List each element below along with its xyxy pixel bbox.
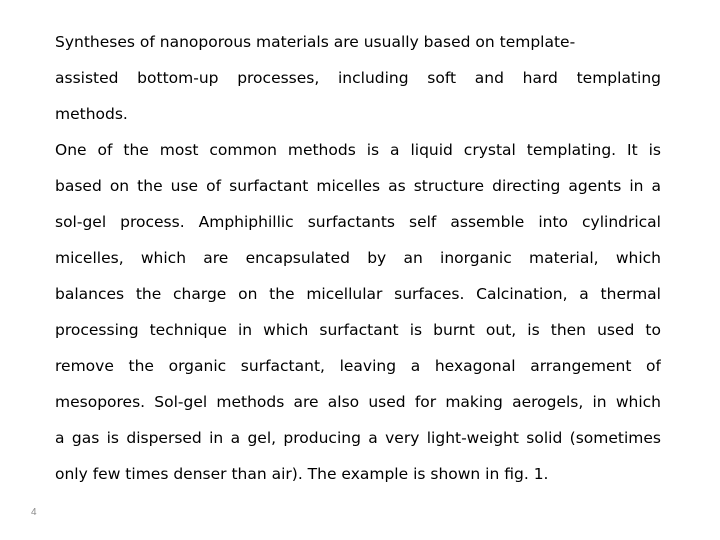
body-text xyxy=(55,24,661,492)
text-line: Syntheses of nanoporous materials are usually based on template- xyxy=(55,33,576,51)
text-line: sol-gel process. Amphiphillic surfactants self assemble into cylindrical xyxy=(55,213,661,231)
text-line: balances the charge on the micellular surfaces. Calcination, a thermal xyxy=(55,285,661,303)
text-line: only few times denser than air). The example is shown in fig. 1. xyxy=(55,465,549,483)
text-line: One of the most common methods is a liquid crystal templating. It is xyxy=(55,141,661,159)
page-number: 4 xyxy=(31,507,37,518)
text-line: remove the organic surfactant, leaving a hexagonal arrangement of xyxy=(55,357,661,375)
text-line: methods. xyxy=(55,105,128,123)
text-line: mesopores. Sol-gel methods are also used for making aerogels, in which xyxy=(55,393,661,411)
text-line: based on the use of surfactant micelles as structure directing agents in a xyxy=(55,177,661,195)
text-line: processing technique in which surfactant is burnt out, is then used to xyxy=(55,321,661,339)
text-line: assisted bottom-up processes, including soft and hard templating xyxy=(55,69,661,87)
text-line: a gas is dispersed in a gel, producing a very light-weight solid (sometimes xyxy=(55,429,661,447)
text-line: micelles, which are encapsulated by an inorganic material, which xyxy=(55,249,661,267)
